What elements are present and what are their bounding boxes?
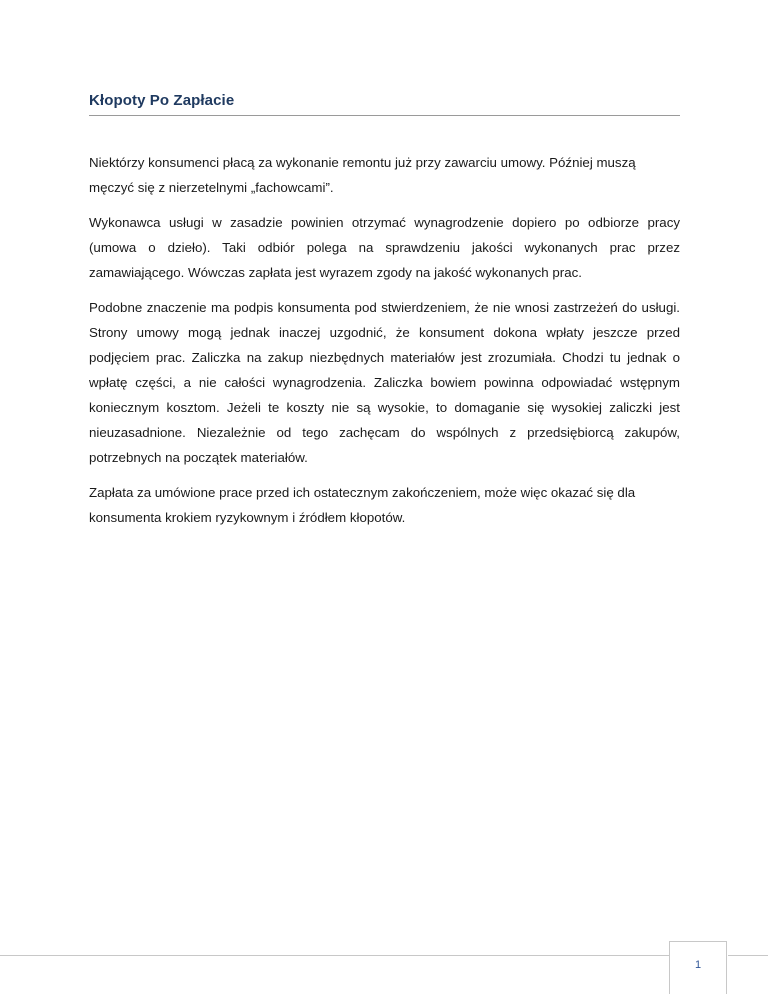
paragraph-1: Niektórzy konsumenci płacą za wykonanie remontu już przy zawarciu umowy. Później muszą męczyć się z nierzetelnymi „fachowcami”. [89,155,636,195]
paragraph-3: Podobne znaczenie ma podpis konsumenta pod stwierdzeniem, że nie wnosi zastrzeżeń do usługi. Strony umowy mogą jednak inaczej uzgodnić, że konsument dokona wpłaty jeszcze przed podjęciem prac. Zaliczka na zakup niezbędnych materiałów jest zrozumiała. Chodzi tu jednak o wpłatę części, a nie całości wynagrodzenia. Zaliczka bowiem powinna odpowiadać wstępnym koniecznym kosztom. Jeżeli te koszty nie są wysokie, to domaganie się wysokiej zaliczki jest nieuzasadnione. Niezależnie od tego zachęcam do wspólnych z przedsiębiorcą zakupów, potrzebnych na początek materiałów. [89,300,680,465]
footer-rule-left [0,955,669,956]
footer-rule-right [728,955,768,956]
paragraph-4: Zapłata za umówione prace przed ich ostatecznym zakończeniem, może więc okazać się dla konsumenta krokiem ryzykownym i źródłem kłopotów. [89,485,636,525]
paragraph-2: Wykonawca usługi w zasadzie powinien otrzymać wynagrodzenie dopiero po odbiorze pracy (umowa o dzieło). Taki odbiór polega na sprawdzeniu jakości wykonanych prac przez zamawiającego. Wówczas zapłata jest wyrazem zgody na jakość wykonanych prac. [89,215,680,280]
document-heading: Kłopoty Po Zapłacie [89,92,680,116]
document-body [89,150,680,540]
page-number-tab [669,941,727,994]
page-number: 1 [694,959,702,971]
